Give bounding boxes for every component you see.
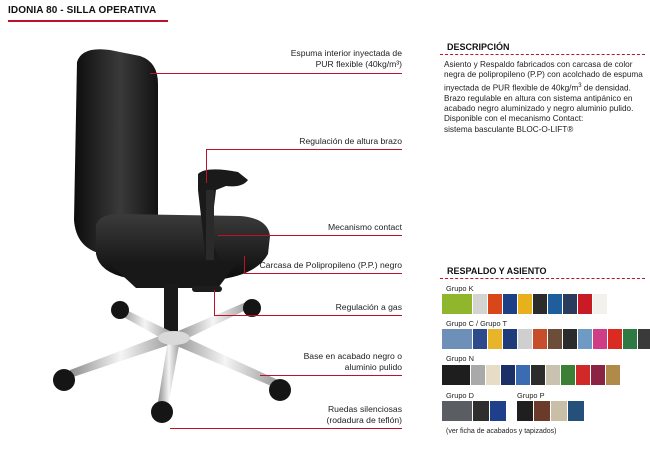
fabric-swatch: [473, 401, 489, 421]
upholstery-heading: RESPALDO Y ASIENTO: [447, 266, 547, 276]
fabric-swatch: [518, 294, 532, 314]
callout-shell-line1: Carcasa de Polipropileno (P.P.) negro: [259, 260, 402, 270]
fabric-swatch: [578, 294, 592, 314]
fabric-swatch: [488, 294, 502, 314]
fabric-swatch: [533, 294, 547, 314]
fabric-swatch: [533, 329, 547, 349]
callout-foam-line: [150, 73, 402, 74]
fabric-swatch: [551, 401, 567, 421]
callout-base: [304, 351, 402, 373]
fabric-swatch: [516, 365, 530, 385]
callout-foam-line1: Espuma interior inyectada de: [290, 48, 402, 58]
fabric-swatch: [488, 329, 502, 349]
callout-shell-line: [244, 273, 402, 274]
fabric-swatch: [546, 365, 560, 385]
fabric-swatch: [561, 365, 575, 385]
callout-wheels-line1: Ruedas silenciosas: [327, 404, 402, 414]
fabric-swatch: [593, 294, 607, 314]
group-p-label: Grupo P: [517, 391, 545, 400]
callout-gas-line: [214, 315, 402, 316]
group-c-t-label: Grupo C / Grupo T: [446, 319, 508, 328]
group-n-swatches: [442, 365, 620, 385]
upholstery-rule: [440, 278, 645, 279]
callout-wheels-line: [170, 428, 402, 429]
group-k-swatches: [442, 294, 607, 314]
fabric-swatch: [608, 329, 622, 349]
fabric-swatch: [473, 294, 487, 314]
fabric-swatch: [442, 365, 470, 385]
group-p-swatches: [517, 401, 584, 421]
page-title: IDONIA 80 - SILLA OPERATIVA: [8, 5, 157, 16]
callout-arm-height-line1: Regulación de altura brazo: [299, 136, 402, 146]
description-text-3: sistema basculante BLOC-O-LIFT®: [444, 124, 574, 134]
description-body: [444, 60, 644, 135]
fabric-swatch: [486, 365, 500, 385]
callout-foam-line2: PUR flexible (40kg/m³): [315, 59, 402, 69]
fabric-swatch: [568, 401, 584, 421]
description-heading: DESCRIPCIÓN: [447, 42, 510, 52]
fabric-swatch: [591, 365, 605, 385]
fabric-swatch: [517, 401, 533, 421]
fabric-swatch: [442, 329, 472, 349]
title-rule: [8, 20, 168, 22]
fabric-swatch: [548, 294, 562, 314]
callout-arm-height-line: [206, 149, 402, 150]
description-text-2: de densidad. Brazo regulable en altura con sistema antipánico en acabado negro aluminizado y negro aluminio pulido. Disponible con el mecanismo Contact:: [444, 83, 634, 124]
fabric-swatch: [531, 365, 545, 385]
fabric-swatch: [534, 401, 550, 421]
fabric-swatch: [638, 329, 650, 349]
callout-base-line: [260, 375, 402, 376]
callout-shell: [259, 260, 402, 271]
callout-wheels: [327, 404, 402, 426]
group-k-label: Grupo K: [446, 284, 474, 293]
fabric-swatch: [442, 401, 472, 421]
fabric-swatch: [576, 365, 590, 385]
description-superscript: 3: [578, 82, 582, 89]
callout-gas: [336, 302, 402, 313]
finishes-note: (ver ficha de acabados y tapizados): [446, 428, 557, 435]
callout-shell-leader: [244, 256, 245, 273]
callout-wheels-line2: (rodadura de teflón): [326, 415, 402, 425]
callout-mechanism: [328, 222, 402, 233]
office-chair-image: [30, 40, 330, 440]
group-c-t-swatches: [442, 329, 650, 349]
fabric-swatch: [593, 329, 607, 349]
fabric-swatch: [606, 365, 620, 385]
callout-mechanism-line1: Mecanismo contact: [327, 222, 402, 232]
callout-gas-line1: Regulación a gas: [335, 302, 402, 312]
fabric-swatch: [501, 365, 515, 385]
fabric-swatch: [563, 294, 577, 314]
fabric-swatch: [578, 329, 592, 349]
fabric-swatch: [442, 294, 472, 314]
fabric-swatch: [623, 329, 637, 349]
callout-base-line2: aluminio pulido: [344, 362, 402, 372]
group-d-swatches: [442, 401, 506, 421]
callout-arm-height: [299, 136, 402, 147]
group-n-label: Grupo N: [446, 354, 474, 363]
callout-base-line1: Base en acabado negro o: [303, 351, 402, 361]
fabric-swatch: [503, 329, 517, 349]
description-rule: [440, 54, 645, 55]
fabric-swatch: [503, 294, 517, 314]
group-d-label: Grupo D: [446, 391, 474, 400]
fabric-swatch: [471, 365, 485, 385]
description-text-1: Asiento y Respaldo fabricados con carcasa de color negra de polipropileno (P.P) con acolchado de espuma inyectada de PUR flexible de 40kg/m: [444, 60, 643, 93]
fabric-swatch: [490, 401, 506, 421]
fabric-swatch: [473, 329, 487, 349]
fabric-swatch: [563, 329, 577, 349]
fabric-swatch: [548, 329, 562, 349]
callout-gas-leader: [214, 290, 215, 315]
callout-mechanism-line: [218, 235, 402, 236]
callout-arm-height-leader: [206, 149, 207, 183]
callout-foam: [291, 48, 402, 70]
fabric-swatch: [518, 329, 532, 349]
